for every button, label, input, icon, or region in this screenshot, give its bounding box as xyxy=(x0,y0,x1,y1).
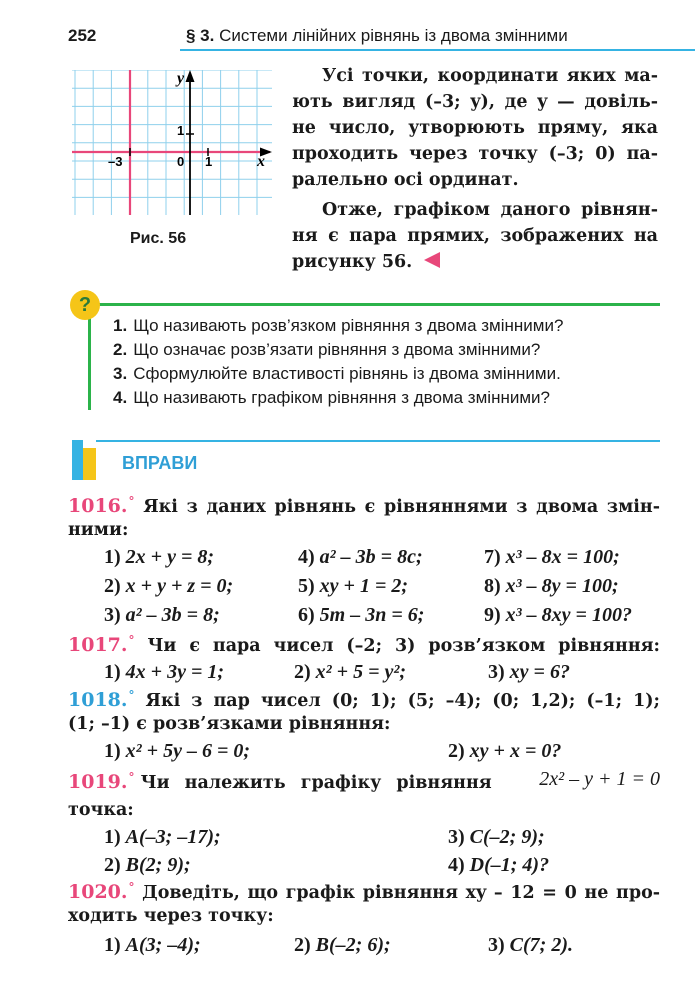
intro-line: рисунку 56. xyxy=(292,252,442,272)
exercise-text: (1; –1) є розв’язками рівняння: xyxy=(68,714,391,734)
exercise-text: ходить через точку: xyxy=(68,906,274,926)
header-rule xyxy=(180,49,695,51)
page-header xyxy=(68,20,658,54)
question-item: 1. Що називають розв’язком рівняння з двома змінними? xyxy=(113,316,564,335)
label-one-x: 1 xyxy=(205,154,213,169)
questions-block xyxy=(66,290,660,410)
label-minus-three: –3 xyxy=(108,154,123,169)
section-number: § 3. xyxy=(186,26,215,45)
exercise-number: 1018. xyxy=(68,688,128,711)
exercise-text: 1016.° Які з даних рівнянь є рівняннями з двома змін- xyxy=(68,494,660,517)
end-of-proof-triangle-icon xyxy=(424,252,442,268)
equation-item: 1) A(–3; –17); xyxy=(104,826,221,848)
heading-bar-blue xyxy=(72,440,83,480)
equation-item: 2) B(–2; 6); xyxy=(294,934,391,956)
equation-item: 4) D(–1; 4)? xyxy=(448,854,550,876)
question-item: 2. Що означає розв’язати рівняння з двома змінними? xyxy=(113,340,541,359)
intro-line: проходить через точку (–3; 0) па- xyxy=(292,144,658,164)
equation-item: 2) B(2; 9); xyxy=(104,854,191,876)
equation-item: 8) x³ – 8y = 100; xyxy=(484,575,619,597)
exercise-number: 1017. xyxy=(68,633,128,656)
exercise-text: 1018.° Які з пар чисел (0; 1); (5; –4); (0; 1,2); (–1; 1); xyxy=(68,688,661,711)
equation-item: 2) x + y + z = 0; xyxy=(104,575,234,597)
label-one-y: 1 xyxy=(177,123,185,138)
exercise-text: 1017.° Чи є пара чисел (–2; 3) розв’язком рівняння: xyxy=(68,633,661,656)
exercise-text: точка: xyxy=(68,800,134,820)
exercise-text: 1019.° Чи належить графіку рівняння 2x² – y + 1 = 0 xyxy=(68,768,660,793)
equation-item: 1) x² + 5y – 6 = 0; xyxy=(104,740,250,762)
exercise-text: ними: xyxy=(68,520,129,540)
section-title: Системи лінійних рівнянь із двома змінними xyxy=(219,26,568,45)
exercises-heading: ВПРАВИ xyxy=(122,453,198,473)
exercises-heading-block xyxy=(70,438,660,484)
equation-item: 1) A(3; –4); xyxy=(104,934,201,956)
exercise-number: 1019. xyxy=(68,770,128,793)
exercise-text: 1020.° Доведіть, що графік рівняння xy – 12 = 0 не про- xyxy=(68,880,661,903)
page-number: 252 xyxy=(68,26,97,45)
equation-item: 5) xy + 1 = 2; xyxy=(298,575,409,597)
intro-line: не число, утворюють пряму, яка xyxy=(292,118,658,138)
intro-line: Усі точки, координати яких ма- xyxy=(322,66,658,86)
intro-line: ють вигляд (–3; y), де y — довіль- xyxy=(292,92,658,112)
figure-caption: Рис. 56 xyxy=(130,230,187,247)
intro-line: ня є пара прямих, зображених на xyxy=(292,226,658,246)
intro-line: Отже, графіком даного рівнян- xyxy=(322,200,658,220)
equation-item: 3) xy = 6? xyxy=(488,661,570,683)
equation-item: 2) xy + x = 0? xyxy=(448,740,562,762)
exercise-number: 1020. xyxy=(68,880,128,903)
x-axis-label: x xyxy=(257,153,265,170)
coordinate-grid xyxy=(72,70,272,215)
intro-line: ралельно осі ординат. xyxy=(292,170,519,190)
heading-rule xyxy=(96,440,660,442)
question-item: 4. Що називають графіком рівняння з двома змінними? xyxy=(113,388,550,407)
y-axis-label: y xyxy=(177,70,185,87)
label-zero: 0 xyxy=(177,154,185,169)
equation-item: 3) C(–2; 9); xyxy=(448,826,545,848)
equation-item: 2) x² + 5 = y²; xyxy=(294,661,406,683)
question-badge-icon: ? xyxy=(70,290,100,320)
equation-item: 4) a² – 3b = 8c; xyxy=(298,546,423,568)
equation-item: 1) 4x + 3y = 1; xyxy=(104,661,225,683)
equation-item: 1) 2x + y = 8; xyxy=(104,546,215,568)
figure-56 xyxy=(72,70,272,215)
heading-bar-yellow xyxy=(83,448,96,480)
equation-item: 3) a² – 3b = 8; xyxy=(104,604,220,626)
y-axis-arrow xyxy=(186,70,195,82)
grid-lines xyxy=(72,70,272,215)
equation-item: 3) C(7; 2). xyxy=(488,934,573,956)
equation-item: 6) 5m – 3n = 6; xyxy=(298,604,425,626)
question-item: 3. Сформулюйте властивості рівнянь із двома змінними. xyxy=(113,364,561,383)
question-bar xyxy=(88,303,660,306)
exercise-number: 1016. xyxy=(68,494,128,517)
equation-item: 9) x³ – 8xy = 100? xyxy=(484,604,632,626)
equation-item: 7) x³ – 8x = 100; xyxy=(484,546,620,568)
